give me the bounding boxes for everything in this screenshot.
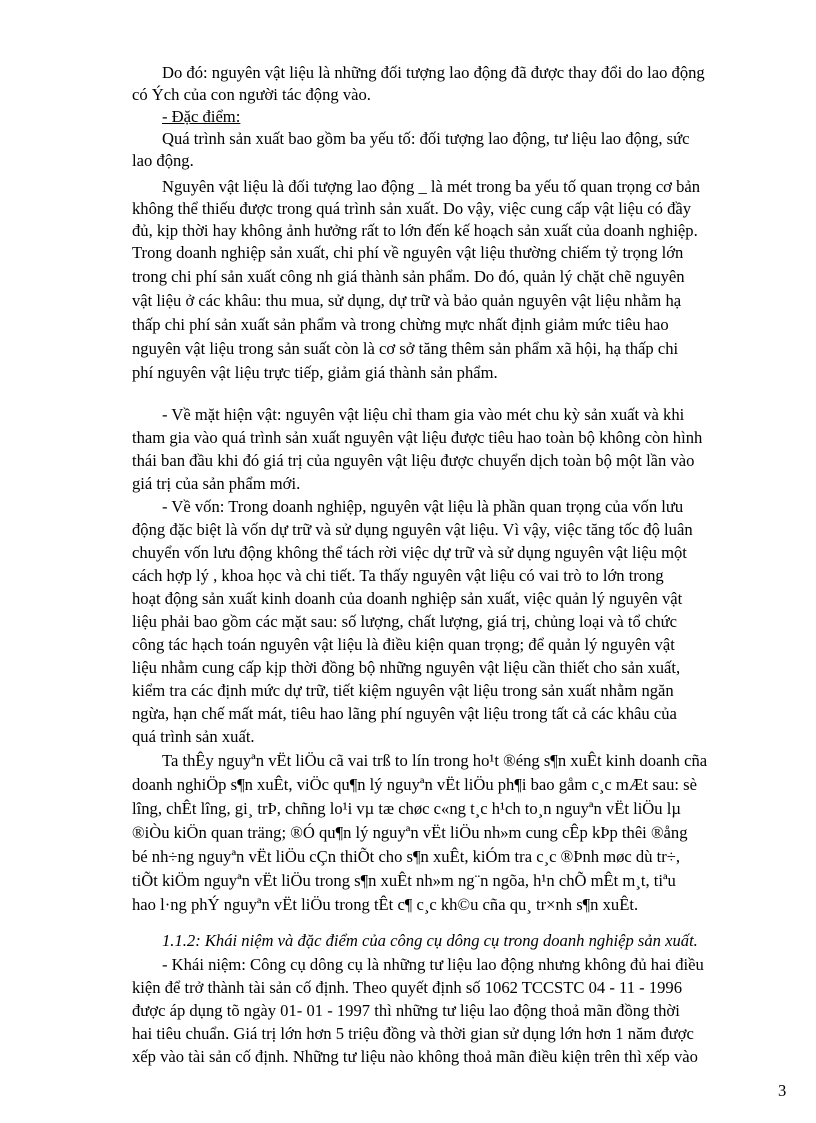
text-line: thái ban đầu khi đó giá trị của nguyên vật liệu được chuyển dịch toàn bộ một lần vào — [132, 451, 695, 470]
text-line: thấp chi phí sản xuất sản phẩm và trong chừng mực nhất định giảm mức tiêu hao — [132, 315, 669, 334]
text-line: - Về vốn: Trong doanh nghiệp, nguyên vật liệu là phần quan trọng của vốn lưu — [162, 497, 684, 516]
text-line: trong chi phí sản xuất công nh giá thành sản phẩm. Do đó, quản lý chặt chẽ nguyên — [132, 267, 685, 286]
text-line: xếp vào tài sản cố định. Những tư liệu nào không thoả mãn điều kiện trên thì xếp vào — [132, 1047, 698, 1066]
text-line: có Ých của con người tác động vào. — [132, 85, 371, 104]
text-line: giá trị của sản phẩm mới. — [132, 474, 301, 493]
text-line-garbled: ®iÒu kiÖn quan träng; ®Ó qu¶n lý nguyªn vËt liÖu nh»m cung cÊp kÞp thêi ®ång — [132, 823, 688, 842]
text-line: - Khái niệm: Công cụ dông cụ là những tư liệu lao động nhưng không đủ hai điều — [162, 955, 704, 974]
text-line: nguyên vật liệu trong sản suất còn là cơ sở tăng thêm sản phẩm xã hội, hạ thấp chi — [132, 339, 679, 358]
text-line: hai tiêu chuẩn. Giá trị lớn hơn 5 triệu đồng và thời gian sử dụng lớn hơn 1 năm được — [132, 1024, 694, 1043]
text-line-garbled: Ta thÊy nguyªn vËt liÖu cã vai trß to lín trong ho¹t ®éng s¶n xuÊt kinh doanh cña — [162, 751, 708, 770]
text-line: công tác hạch toán nguyên vật liệu là điều kiện quan trọng; để quản lý nguyên vật — [132, 635, 675, 654]
section-heading: 1.1.2: Khái niệm và đặc điểm của công cụ dông cụ trong doanh nghiệp sản xuất. — [162, 931, 698, 950]
text-line: kiện để trở thành tài sản cố định. Theo quyết định số 1062 TCCSTC 04 - 11 - 1996 — [132, 978, 683, 997]
text-line-garbled: tiÕt kiÖm nguyªn vËt liÖu trong s¶n xuÊt nh»m ng¨n ngõa, h¹n chÕ mÊt m¸t, tiªu — [132, 871, 676, 890]
text-line: quá trình sản xuất. — [132, 727, 255, 746]
text-line-garbled: lîng, chÊt lîng, gi¸ trÞ, chñng lo¹i vµ tæ chøc c«ng t¸c h¹ch to¸n nguyªn vËt liÖu lµ — [132, 799, 681, 818]
text-line: không thể thiếu được trong quá trình sản xuất. Do vậy, việc cung cấp vật liệu có đầy — [132, 199, 692, 218]
text-line: kiểm tra các định mức dự trữ, tiết kiệm nguyên vật liệu trong sản xuất nhằm ngăn — [132, 681, 674, 700]
text-line: đủ, kịp thời hay không ảnh hưởng rất to lớn đến kế hoạch sản xuất của doanh nghiệp. — [132, 221, 698, 240]
text-line: cách hợp lý , khoa học và chi tiết. Ta thấy nguyên vật liệu có vai trò to lớn trong — [132, 566, 664, 585]
text-line: liệu phải bao gồm các mặt sau: số lượng, chất lượng, giá trị, chủng loại và tổ chức — [132, 612, 677, 631]
text-line: Do đó: nguyên vật liệu là những đối tượng lao động đã được thay đổi do lao động — [162, 63, 705, 82]
text-line: phí nguyên vật liệu trực tiếp, giảm giá thành sản phẩm. — [132, 363, 498, 382]
text-line: chuyển vốn lưu động không thể tách rời việc dự trữ và sử dụng nguyên vật liệu một — [132, 543, 687, 562]
text-line: vật liệu ở các khâu: thu mua, sử dụng, dự trữ và bảo quản nguyên vật liệu nhằm hạ — [132, 291, 682, 310]
text-line-garbled: bé nh÷ng nguyªn vËt liÖu cÇn thiÕt cho s¶n xuÊt, kiÓm tra c¸c ®Þnh møc dù tr÷, — [132, 847, 681, 866]
text-line: Trong doanh nghiệp sản xuất, chi phí về nguyên vật liệu thường chiếm tỷ trọng lớn — [132, 243, 684, 262]
text-line: lao động. — [132, 151, 194, 170]
text-line: tham gia vào quá trình sản xuất nguyên vật liệu được tiêu hao toàn bộ không còn hình — [132, 428, 703, 447]
section-label-features: - Đặc điểm: — [162, 107, 241, 126]
text-line-garbled: doanh nghiÖp s¶n xuÊt, viÖc qu¶n lý nguyªn vËt liÖu ph¶i bao gåm c¸c mÆt sau: sè — [132, 775, 697, 794]
text-line: Quá trình sản xuất bao gồm ba yếu tố: đối tượng lao động, tư liệu lao động, sức — [162, 129, 690, 148]
text-line: động đặc biệt là vốn dự trữ và sử dụng nguyên vật liệu. Vì vậy, việc tăng tốc độ luân — [132, 520, 693, 539]
text-line: được áp dụng tõ ngày 01- 01 - 1997 thì những tư liệu lao động thoả mãn đồng thời — [132, 1001, 680, 1020]
text-line: hoạt động sản xuất kinh doanh của doanh nghiệp sản xuất, việc quản lý nguyên vật — [132, 589, 683, 608]
page-number: 3 — [778, 1081, 787, 1100]
text-line: liệu nhằm cung cấp kịp thời đồng bộ những nguyên vật liệu cần thiết cho sản xuất, — [132, 658, 681, 677]
text-line: - Về mặt hiện vật: nguyên vật liệu chỉ tham gia vào mét chu kỳ sản xuất và khi — [162, 405, 685, 424]
text-line: Nguyên vật liệu là đối tượng lao động _ là mét trong ba yếu tố quan trọng cơ bản — [162, 177, 701, 196]
text-line-garbled: hao l·ng phÝ nguyªn vËt liÖu trong tÊt c¶ c¸c kh©u cña qu¸ tr×nh s¶n xuÊt. — [132, 895, 639, 914]
text-line: ngừa, hạn chế mất mát, tiêu hao lãng phí nguyên vật liệu trong tất cả các khâu của — [132, 704, 677, 723]
